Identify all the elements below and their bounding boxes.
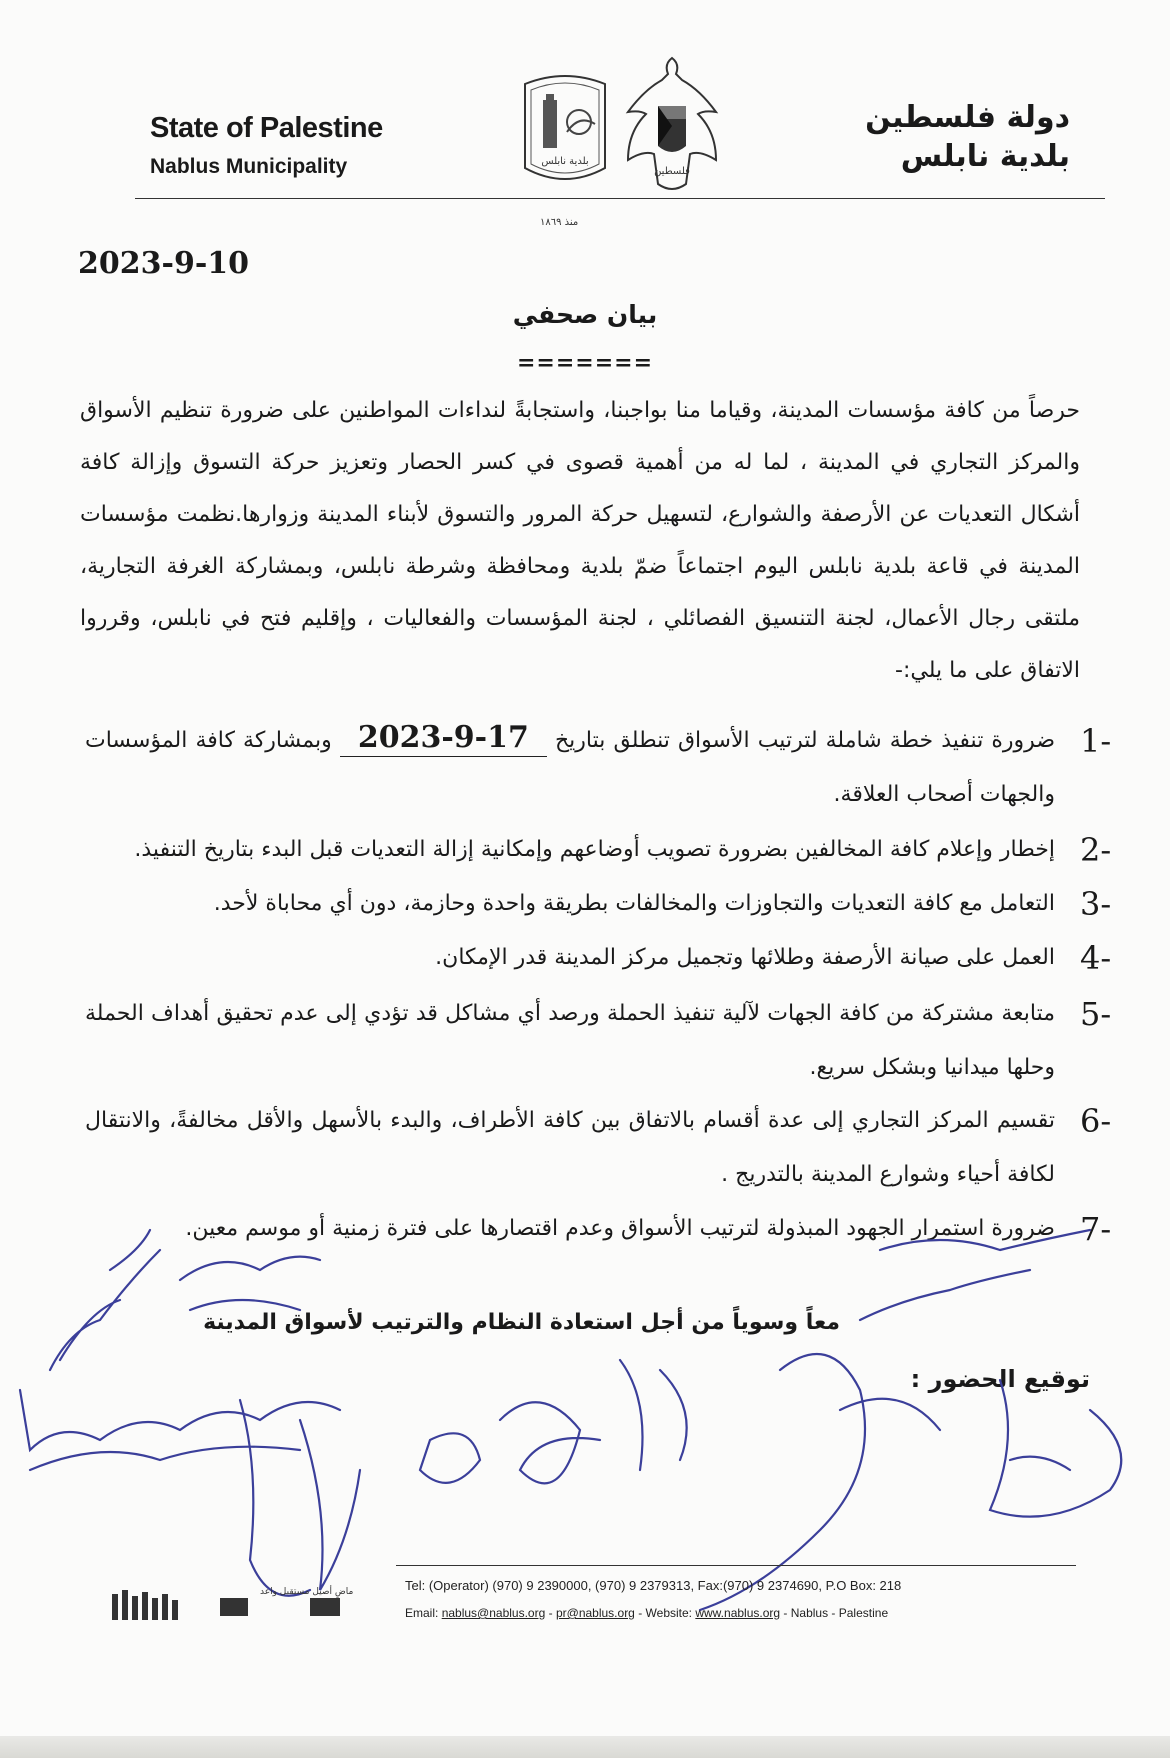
list-item-4 xyxy=(85,931,1112,985)
website-link[interactable]: www.nablus.org xyxy=(695,1606,781,1620)
email-separator: - xyxy=(548,1606,553,1620)
page-title: بيان صحفي xyxy=(512,300,658,329)
item-text: التعامل مع كافة التعديات والتجاوزات والمخالفات بطريقة واحدة وحازمة، دون أي محاباة لأحد. xyxy=(213,891,1055,916)
emblem-caption: فلسطين xyxy=(654,166,690,177)
item-text: متابعة مشتركة من كافة الجهات لآلية تنفيذ الحملة ورصد أي مشاكل قد تؤدي إلى عدم تحقيق أهداف الحملة وحلها ميدانيا وبشكل سريع. xyxy=(85,1001,1055,1080)
item-text: ضرورة تنفيذ خطة شاملة لترتيب الأسواق تنطلق بتاريخ xyxy=(554,728,1055,753)
item-text: ضرورة استمرار الجهود المبذولة لترتيب الأسواق وعدم اقتصارها على فترة زمنية أو موسم معين. xyxy=(185,1216,1055,1241)
municipality-name-ar: بلدية نابلس xyxy=(900,139,1070,174)
item-number: 1- xyxy=(1080,722,1112,760)
title-underline: ======= xyxy=(516,350,654,376)
seal-founded-text: منذ ١٨٦٩ xyxy=(540,217,579,228)
list-item-2 xyxy=(85,823,1112,877)
item-number: 2- xyxy=(1080,831,1112,869)
palestine-eagle-emblem-icon xyxy=(620,50,724,200)
list-item-6 xyxy=(85,1094,1112,1202)
item-number: 3- xyxy=(1080,885,1112,923)
intro-paragraph: حرصاً من كافة مؤسسات المدينة، وقياما منا بواجبنا، واستجابةً لنداءات المواطنين على ضرورة تنظيم الأسواق والمركز التجاري في المدينة ، لما له من أهمية قصوى في كسر الحصار وتعزيز حركة التسوق وإزالة كافة أشكال التعديات عن الأرصفة والشوارع، لتسهيل حركة المرور والتسوق لأبناء المدينة وزوارها.نظمت مؤسسات المدينة في قاعة بلدية نابلس اليوم اجتماعاً ضمّ بلدية ومحافظة وشرطة نابلس، وبمشاركة الغرفة التجارية، ملتقى رجال الأعمال، لجنة التنسيق الفصائلي ، لجنة المؤسسات والفعاليات ، وإقليم فتح في نابلس، وقرروا الاتفاق على ما يلي:- xyxy=(80,398,1080,683)
signature-fatah-region xyxy=(50,1230,160,1370)
website-label: - Website: xyxy=(638,1606,692,1620)
signature-tall-left xyxy=(240,1400,360,1596)
closing-statement: معاً وسوياً من أجل استعادة النظام والترتيب لأسواق المدينة xyxy=(203,1310,840,1335)
footer-divider xyxy=(396,1565,1076,1566)
attendance-signature-label: توقيع الحضور : xyxy=(910,1365,1090,1393)
email-link-main[interactable]: nablus@nablus.org xyxy=(441,1606,546,1620)
footer-location: - Nablus - Palestine xyxy=(783,1606,889,1620)
footer-slogan-logo-icon xyxy=(110,1582,400,1622)
email-label: Email: xyxy=(405,1606,439,1620)
item-text: تقسيم المركز التجاري إلى عدة أقسام بالاتفاق بين كافة الأطراف، والبدء بالأسهل والأقل مخالفةً، والانتقال لكافة أحياء وشوارع المدينة بالتدريج . xyxy=(85,1108,1055,1187)
signature-block-left xyxy=(20,1390,340,1470)
footer-contact-email xyxy=(405,1606,888,1620)
item-text-cont: وبمشاركة كافة المؤسسات والجهات أصحاب العلاقة. xyxy=(85,728,1055,807)
email-link-pr[interactable]: pr@nablus.org xyxy=(555,1606,635,1620)
signature-circle xyxy=(420,1402,600,1483)
list-item-3 xyxy=(85,877,1112,931)
footer-slogan: ماضٍ أصيل مستقبل واعد xyxy=(260,1587,354,1597)
item-number: 6- xyxy=(1080,1102,1112,1140)
signature-regulatory-zones xyxy=(180,1257,320,1310)
nablus-municipality-seal-icon xyxy=(515,72,615,190)
seal-caption: بلدية نابلس xyxy=(541,156,589,167)
scan-edge-shadow xyxy=(0,1736,1170,1758)
document-date: 2023-9-10 xyxy=(78,246,250,281)
letterhead-divider xyxy=(135,198,1105,199)
list-item-5 xyxy=(85,987,1112,1095)
footer-contact-phone: Tel: (Operator) (970) 9 2390000, (970) 9 2379313, Fax:(970) 9 2374690, P.O Box: 218 xyxy=(405,1578,902,1593)
signature-right xyxy=(990,1380,1121,1517)
item-text: العمل على صيانة الأرصفة وطلائها وتجميل مركز المدينة قدر الإمكان. xyxy=(435,945,1055,970)
item-number: 7- xyxy=(1080,1210,1112,1248)
signature-coordination-committee xyxy=(860,1230,1090,1320)
municipality-name-en: Nablus Municipality xyxy=(150,155,348,178)
signature-loop-large xyxy=(700,1354,940,1610)
item-text: إخطار وإعلام كافة المخالفين بضرورة تصويب أوضاعهم وإمكانية إزالة التعديات قبل البدء بتاريخ التنفيذ. xyxy=(134,837,1055,862)
state-name-en: State of Palestine xyxy=(150,112,383,144)
arabic-letterhead xyxy=(810,100,1070,174)
signature-middle xyxy=(620,1360,687,1470)
english-letterhead xyxy=(150,112,410,179)
state-name-ar: دولة فلسطين xyxy=(865,100,1070,135)
item-number: 4- xyxy=(1080,939,1112,977)
item-number: 5- xyxy=(1080,995,1112,1033)
launch-date: 2023-9-17 xyxy=(340,720,547,757)
list-item-1 xyxy=(85,714,1112,822)
